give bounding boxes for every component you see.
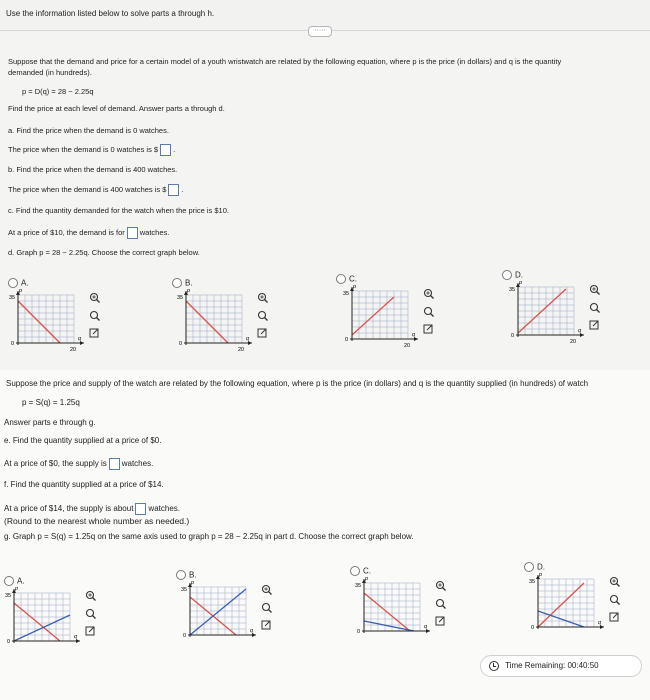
zoom-in-icon[interactable] <box>91 294 100 303</box>
origin-label: 0 <box>183 633 187 639</box>
supply-line <box>364 621 414 631</box>
open-graph-icon[interactable] <box>424 325 432 333</box>
answer-b-input[interactable] <box>168 184 179 196</box>
question-d: d. Graph p = 28 − 2.25q. Choose the correct graph below. <box>8 248 200 257</box>
grid <box>518 287 574 335</box>
rounding-note: (Round to the nearest whole number as needed.) <box>4 516 190 526</box>
answer-e-label: At a price of $0, the supply is <box>4 459 107 469</box>
expand-toggle[interactable]: ····· <box>308 26 332 37</box>
answer-f-suffix: watches. <box>148 504 180 514</box>
find-instruction: Find the price at each level of demand. Answer parts a through d. <box>8 104 225 113</box>
zoom-out-icon[interactable] <box>87 610 96 619</box>
p-axis-label: p <box>191 580 195 586</box>
q-axis-label: q <box>78 336 82 342</box>
p-axis-label: p <box>15 586 19 592</box>
open-graph-icon[interactable] <box>262 621 270 629</box>
p-axis-label: p <box>365 576 369 582</box>
graph-d-b <box>176 287 280 364</box>
question-g: g. Graph p = S(q) = 1.25q on the same axis used to graph p = 28 − 2.25q in part d. Choose the correct graph below. <box>4 532 414 541</box>
part2-intro: Suppose the price and supply of the watch are related by the following equation, where p is the price (in dollars) and q is the quantity supplied (in hundreds) of watch <box>6 379 589 388</box>
grid <box>352 291 408 339</box>
open-graph-icon[interactable] <box>90 329 98 337</box>
question-b: b. Find the price when the demand is 400 watches. <box>8 165 178 174</box>
q-axis-label: q <box>246 336 250 342</box>
answer-f-input[interactable] <box>135 503 146 515</box>
answer-f-row <box>4 503 180 515</box>
zoom-in-icon[interactable] <box>263 586 272 595</box>
option-d-d[interactable]: D. <box>502 266 523 284</box>
zoom-out-icon[interactable] <box>263 604 272 613</box>
answer-e-suffix: watches. <box>121 459 154 469</box>
y-tick-label: 35 <box>343 291 350 297</box>
zoom-in-icon[interactable] <box>591 286 600 295</box>
answer-a-input[interactable] <box>160 144 171 156</box>
q-axis-label: q <box>74 634 78 640</box>
zoom-out-icon[interactable] <box>259 312 268 321</box>
q-axis-label: q <box>424 624 428 630</box>
graph-g-a <box>4 585 108 662</box>
zoom-out-icon[interactable] <box>611 596 620 605</box>
origin-label: 0 <box>345 337 349 343</box>
graph-d-a <box>8 287 112 364</box>
open-graph-icon[interactable] <box>258 329 266 337</box>
part1-intro: Suppose that the demand and price for a certain model of a youth wristwatch are related by the following equation, where p is the price (in dollars) and q is the quantity <box>8 57 562 66</box>
answer-c-label: At a price of $10, the demand is for <box>8 227 125 237</box>
open-graph-icon[interactable] <box>590 321 598 329</box>
graph-g-c <box>354 575 458 652</box>
zoom-in-icon[interactable] <box>437 582 446 591</box>
option-g-c[interactable]: C. <box>350 562 371 580</box>
answer-instruction: Answer parts e through g. <box>4 418 96 427</box>
zoom-out-icon[interactable] <box>91 312 100 321</box>
answer-b-row: The price when the demand is 400 watches is $ . <box>8 184 184 196</box>
p-axis-label: p <box>353 284 357 290</box>
origin-label: 0 <box>531 625 535 631</box>
time-remaining <box>480 655 642 677</box>
origin-label: 0 <box>11 341 15 347</box>
zoom-in-icon[interactable] <box>611 578 620 587</box>
q-axis-label: q <box>412 332 416 338</box>
option-g-b[interactable]: B. <box>176 566 197 584</box>
p-axis-label: p <box>19 288 23 294</box>
option-g-a[interactable]: A. <box>4 572 25 590</box>
answer-c-input[interactable] <box>127 227 138 239</box>
origin-label: 0 <box>7 639 11 645</box>
option-d-b[interactable]: B. <box>172 274 193 292</box>
answer-c-row <box>8 227 169 239</box>
answer-f-label: At a price of $14, the supply is about <box>4 504 134 514</box>
origin-label: 0 <box>179 341 183 347</box>
x-tick-label: 20 <box>238 347 245 353</box>
q-axis-label: q <box>578 328 582 334</box>
question-c: c. Find the quantity demanded for the watch when the price is $10. <box>8 206 229 215</box>
p-axis-label: p <box>519 280 523 286</box>
open-graph-icon[interactable] <box>86 627 94 635</box>
zoom-out-icon[interactable] <box>425 308 434 317</box>
clock-icon <box>489 661 499 671</box>
y-tick-label: 35 <box>529 579 536 585</box>
answer-a-row: The price when the demand is 0 watches is $ . <box>8 144 175 156</box>
zoom-out-icon[interactable] <box>437 600 446 609</box>
graph-d-c <box>342 283 446 360</box>
supply-equation: p = S(q) = 1.25q <box>22 398 80 407</box>
q-axis-label: q <box>250 628 254 634</box>
p-axis-label: p <box>187 288 191 294</box>
origin-label: 0 <box>511 333 515 339</box>
answer-b-label: The price when the demand is 400 watches is $ <box>8 184 167 194</box>
graph-d-d <box>508 279 612 356</box>
grid <box>186 295 242 343</box>
option-d-a[interactable]: A. <box>8 274 29 292</box>
grid <box>14 593 70 641</box>
graph-g-b <box>180 579 284 656</box>
y-tick-label: 35 <box>509 287 516 293</box>
question-f: f. Find the quantity supplied at a price of $14. <box>4 480 164 489</box>
option-g-d[interactable]: D. <box>524 558 545 576</box>
y-tick-label: 35 <box>181 587 188 593</box>
grid <box>18 295 74 343</box>
zoom-in-icon[interactable] <box>425 290 434 299</box>
origin-label: 0 <box>357 629 361 635</box>
option-d-c[interactable]: C. <box>336 270 357 288</box>
timer-label: Time Remaining: <box>505 661 566 670</box>
x-tick-label: 20 <box>70 347 77 353</box>
timer-value: 00:40:50 <box>567 661 599 670</box>
y-tick-label: 35 <box>5 593 12 599</box>
answer-e-input[interactable] <box>109 458 120 470</box>
answer-a-label: The price when the demand is 0 watches is $ <box>8 144 159 154</box>
answer-e-row <box>4 458 153 470</box>
q-axis-label: q <box>598 620 602 626</box>
answer-c-suffix: watches. <box>139 227 170 237</box>
question-e: e. Find the quantity supplied at a price of $0. <box>4 436 162 445</box>
x-tick-label: 20 <box>404 343 411 349</box>
open-graph-icon[interactable] <box>436 617 444 625</box>
demand-equation: p = D(q) = 28 − 2.25q <box>22 87 94 96</box>
zoom-in-icon[interactable] <box>259 294 268 303</box>
zoom-in-icon[interactable] <box>87 592 96 601</box>
zoom-out-icon[interactable] <box>591 304 600 313</box>
grid <box>364 583 420 631</box>
part1-intro-2: demanded (in hundreds). <box>8 68 92 77</box>
graph-g-d <box>528 571 632 648</box>
y-tick-label: 35 <box>355 583 362 589</box>
y-tick-label: 35 <box>177 295 184 301</box>
question-a: a. Find the price when the demand is 0 watches. <box>8 126 169 135</box>
y-tick-label: 35 <box>9 295 16 301</box>
p-axis-label: p <box>539 572 543 578</box>
instruction-text: Use the information listed below to solve parts a through h. <box>6 9 215 18</box>
open-graph-icon[interactable] <box>610 613 618 621</box>
x-tick-label: 20 <box>570 339 577 345</box>
